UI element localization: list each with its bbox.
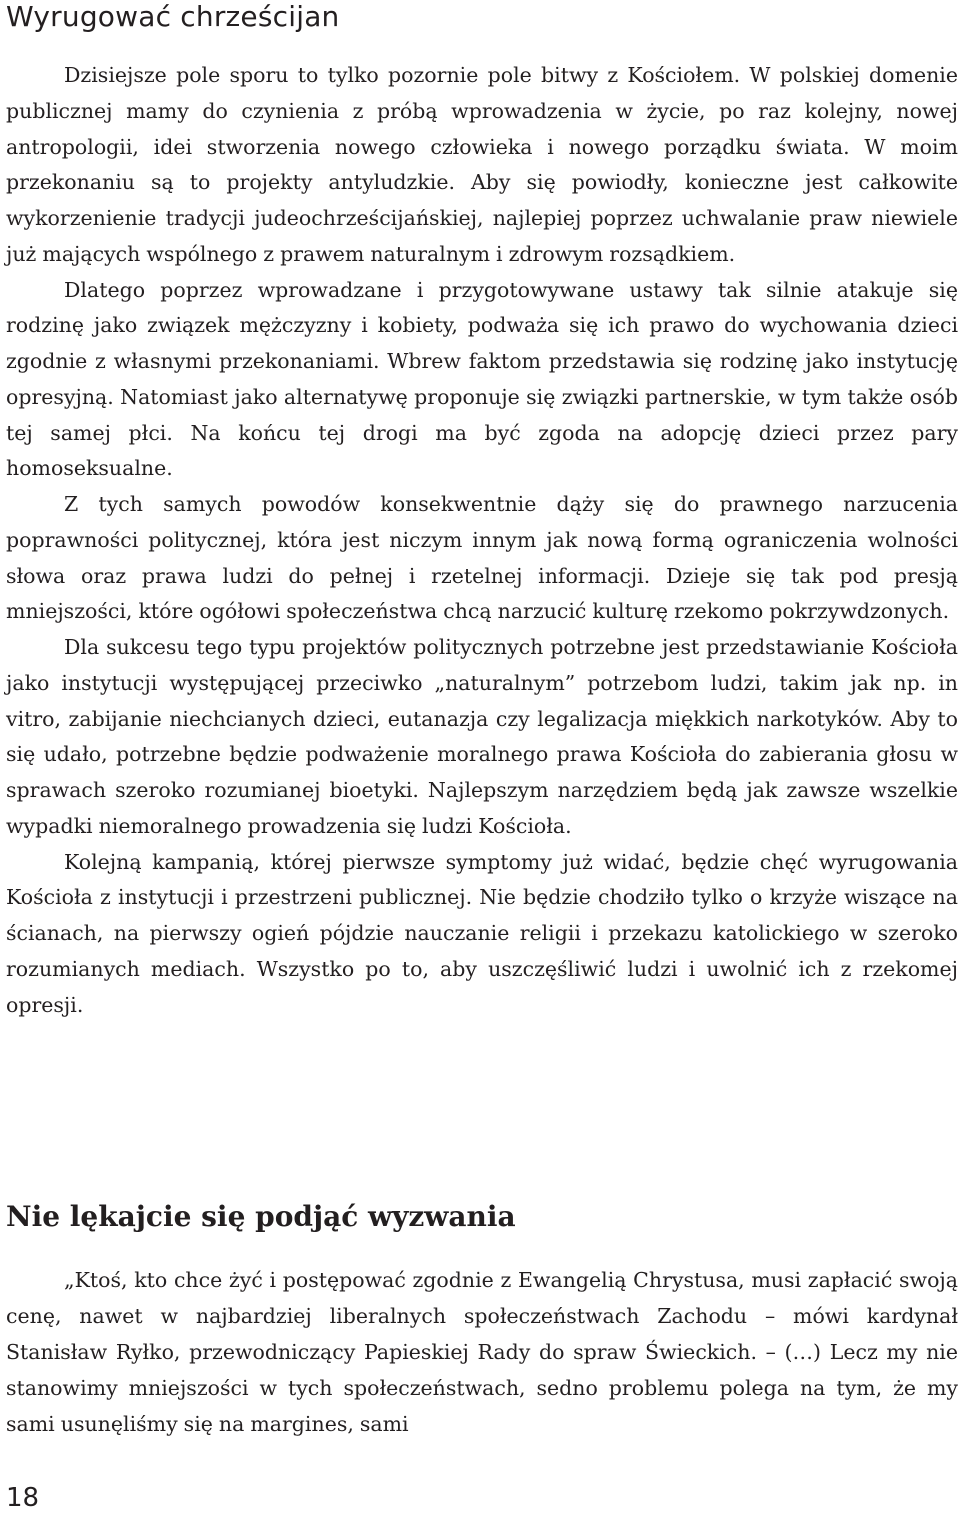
page-number: 18 xyxy=(6,1483,40,1513)
section-heading-nie-lekajcie: Nie lękajcie się podjąć wyzwania xyxy=(6,1200,516,1233)
paragraph: Dlatego poprzez wprowadzane i przygotowywane ustawy tak silnie atakuje się rodzinę jako związek mężczyzny i kobiety, podważa się ich prawo do wychowania dzieci zgodnie z własnymi przekonaniami. Wbrew faktom przedstawia się rodzinę jako instytucję opresyjną. Natomiast jako alternatywę proponuje się związki partnerskie, w tym także osób tej samej płci. Na końcu tej drogi ma być zgoda na adopcję dzieci przez pary homoseksualne. xyxy=(6,277,958,481)
section-heading-wyrugowac: Wyrugować chrześcijan xyxy=(6,0,340,33)
paragraph: Z tych samych powodów konsekwentnie dąży się do prawnego narzucenia poprawności politycznej, która jest niczym innym jak nową formą ograniczenia wolności słowa oraz prawa ludzi do pełnej i rzetelnej informacji. Dzieje się tak pod presją mniejszości, które ogółowi społeczeństwa chcą narzucić kulturę rzekomo pokrzywdzonych. xyxy=(6,492,958,624)
paragraph: „Ktoś, kto chce żyć i postępować zgodnie z Ewangelią Chrystusa, musi zapłacić swoją cenę, nawet w najbardziej liberalnych społeczeństwach Zachodu – mówi kardynał Stanisław Ryłko, przewodniczący Papieskiej Rady do spraw Świeckich. – (…) Lecz my nie stanowimy mniejszości w tych społeczeństwach, sedno problemu polega na tym, że my sami usunęliśmy się na margines, sami xyxy=(6,1268,958,1436)
paragraph: Dla sukcesu tego typu projektów politycznych potrzebne jest przedstawianie Kościoła jako instytucji występującej przeciwko „naturalnym” potrzebom ludzi, takim jak np. in vitro, zabijanie niechcianych dzieci, eutanazja czy legalizacja miękkich narkotyków. Aby to się udało, potrzebne będzie podważenie moralnego prawa Kościoła do zabierania głosu w sprawach szeroko rozumianej bioetyki. Najlepszym narzędziem będą jak zawsze wszelkie wypadki niemoralnego prowadzenia się ludzi Kościoła. xyxy=(6,635,958,838)
section-body-1 xyxy=(6,58,958,1023)
section-body-2 xyxy=(6,1262,958,1442)
paragraph: Dzisiejsze pole sporu to tylko pozornie pole bitwy z Kościołem. W polskiej domenie publicznej mamy do czynienia z próbą wprowadzenia w życie, po raz kolejny, nowej antropologii, idei stworzenia nowego człowieka i nowego porządku świata. W moim przekonaniu są to projekty antyludzkie. Aby się powiodły, konieczne jest całkowite wykorzenienie tradycji judeochrześcijańskiej, najlepiej poprzez uchwalanie praw niewiele już mających wspólnego z prawem naturalnym i zdrowym rozsądkiem. xyxy=(6,63,958,266)
paragraph: Kolejną kampanią, której pierwsze symptomy już widać, będzie chęć wyrugowania Kościoła z instytucji i przestrzeni publicznej. Nie będzie chodziło tylko o krzyże wiszące na ścianach, na pierwszy ogień pójdzie nauczanie religii i przekazu katolickiego w szeroko rozumianych mediach. Wszystko po to, aby uszczęśliwić ludzi i uwolnić ich z rzekomej opresji. xyxy=(6,849,958,1017)
